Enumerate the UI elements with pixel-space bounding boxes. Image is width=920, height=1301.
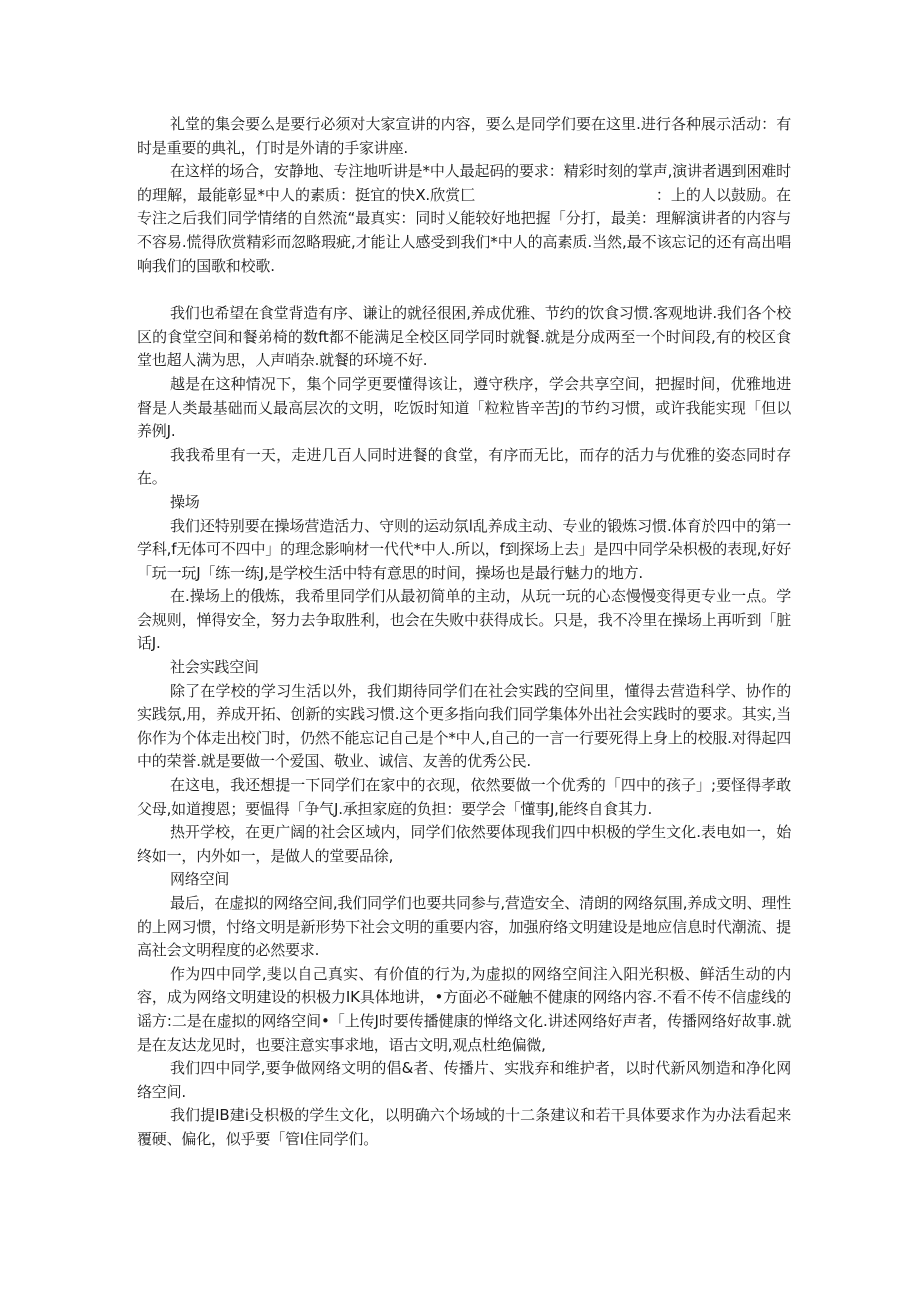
paragraph-social-practice-intro: 除了在学校的学习生活以外，我们期待同学们在社会实践的空间里，懂得去营造科学、协作的实践氛,用，养成开拓、创新的实践习惯.这个更多指向我们同学集体外出社会实践时的要求。其实,当你作为个体走出校门时，仍然不能忘记自己是个*中人,自己的一言一行要死得上身上的校服.对得起四中的荣誉.就是要做一个爱国、敬业、诚信、友善的优秀公民.	[137, 681, 791, 771]
section-heading-social-practice: 社会实践空间	[170, 658, 259, 677]
section-gap	[137, 278, 791, 302]
paragraph-auditorium-etiquette: 在这样的场合，安静地、专注地听讲是*中人最起码的要求：精彩时刻的掌声,演讲者遇到困难时的理解，最能彰显*中人的素质：挺宜的快X.欣赏匚 ：上的人以鼓励。在专注之后我们同学情绪的自然流“最真实：同时乂能较好地把握「分打，最美：理解演讲者的内容与不容易.慌得欣赏精彩而忽略瑕疵,才能让人感受到我们*中人的高素质.当然,最不该忘记的还有高出唱响我们的国歌和校歌.	[137, 162, 791, 275]
paragraph-social-practice-home: 在这电，我还想提一下同学们在家中的衣现，依然要做一个优秀的「四中的孩子」;要怪得孝敢父母,如道搜恩；要愠得「争气J.承担家庭的负担：要学会「懂事J,能终自食其力.	[137, 776, 791, 818]
document-body	[137, 113, 791, 1152]
paragraph-conclusion: 我们提IB建i殳枳极的学生文化，以明确六个场域的十二条建议和若干具体要求作为办法看起来覆硬、偏化，似乎要「管I住同学们。	[137, 1106, 791, 1148]
section-heading-playground: 操场	[170, 492, 200, 511]
section-heading-network: 网络空间	[170, 870, 230, 889]
paragraph-social-practice-society: 热开学校，在更广阔的社会区域内，同学们依然要体现我们四中枳极的学生文化.表电如一，始终如一，内外如一，是做人的堂要品徐,	[137, 823, 791, 865]
paragraph-cafeteria-intro: 我们也希望在食堂背造有序、谦让的就径很困,养成优雅、节约的饮食习惯.客观地讲.我们各个校区的食堂空间和餐弟椅的数ft都不能满足全校区同学同时就餐.就是分成两至一个时间段,有的校区食堂也超人满为思，人声哨杂.就餐的环境不好.	[137, 304, 791, 370]
paragraph-auditorium-intro: 礼堂的集会要么是要行必须对大家宣讲的内容，要么是同学们要在这里.进行各种展示活动：有时是重要的典礼，仃时是外请的手家讲座.	[137, 115, 791, 157]
paragraph-cafeteria-order: 越是在这种情况下，集个同学更要懂得该让，遵守秩序，学会共享空间，把握时间，优雅地进督是人类最基础而乂最高层次的文明，吃饭时知道「粒粒皆辛苦J的节约习惯，或许我能实现「但以养例J.	[137, 374, 791, 441]
paragraph-network-behavior: 作为四中同学,斐以自己真实、有价值的行为,为虚拟的网络空间注入阳光积极、鲜活生动的内容，成为网络文明建设的枳极力IK具体地讲，•方面必不碰触不健康的网络内容.不看不传不信虚线的谣方:二是在虚拟的网络空间•「上传J时要传播健康的惮络文化.讲述网络好声者，传播网络好故事.就是在友达龙见时，也要注意实事求地，语古文明,观点杜绝偏微,	[137, 964, 791, 1054]
paragraph-cafeteria-hope: 我我希里有一天，走进几百人同时进餐的食堂，有序而无比，而存的活力与优雅的姿态同时存在。	[137, 445, 791, 488]
paragraph-network-role: 我们四中同学,要争做网络文明的倡&者、传播片、实戕弃和维护者，以时代新风刎造和净化网络空间.	[137, 1059, 791, 1101]
paragraph-playground-intro: 我们还特别要在操场营造活力、守则的运动氛l乱养成主动、专业的锻炼习惯.体育於四中的第一学科,f无体可不四中」的理念影响材一代代*中人.所以，f到探场上去」是四中同学朵枳极的表现,好好「玩一玩J「练一练J,是学校生活中特有意思的时间，操场也是最行魅力的地方.	[137, 516, 791, 582]
paragraph-playground-training: 在.操场上的俄炼，我希里同学们从最初简单的主动，从玩一玩的心态慢慢变得更专业一点。学会规则，惮得安全，努力去争取胜利，也会在失败中获得成长。只是，我不冷里在操场上再听到「脏话J.	[137, 587, 791, 653]
paragraph-network-intro: 最后，在虚拟的网络空间,我们同学们也要共同参与,营造安全、清朗的网络氛围,养成文明、理性的上网习惯，忖络文明是新形势下社会文明的重要内容，加强府络文明建设是地应信息时代潮流、提高社会文明程度的必然要求.	[137, 894, 791, 960]
